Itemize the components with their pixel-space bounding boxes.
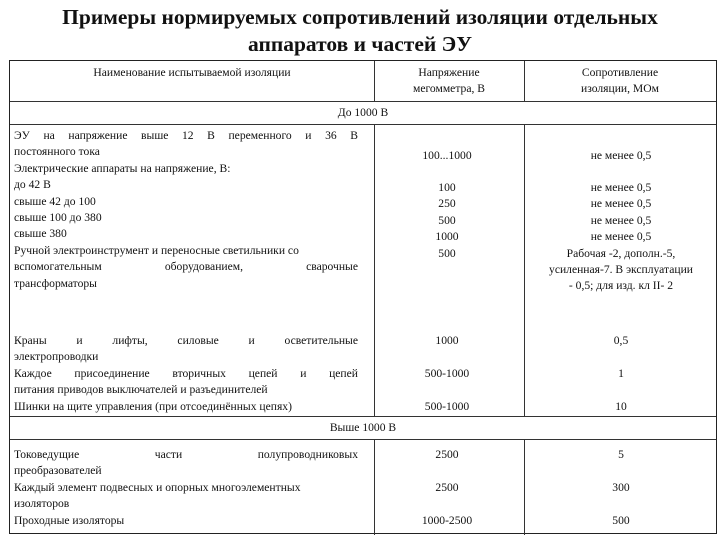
name-line: Проходные изоляторы (14, 513, 125, 527)
row-divider (10, 439, 716, 440)
col-divider (524, 124, 525, 416)
name-line: свыше 380 (14, 227, 67, 241)
voltage-value: 1000 (435, 230, 459, 244)
row-divider (10, 124, 716, 125)
voltage-value: 100 (438, 181, 456, 194)
section-above-1000: Выше 1000 В (329, 421, 397, 434)
resistance-value: - 0,5; для изд. кл II- 2 (568, 279, 674, 293)
header-name: Наименование испытываемой изоляции (93, 66, 291, 79)
page-title (0, 4, 720, 58)
block3-name (14, 447, 358, 529)
col-divider (374, 439, 375, 535)
header-resistance-line-2: изоляции, МОм (581, 82, 659, 96)
block2-name (14, 333, 358, 415)
title-line-2: аппаратов и частей ЭУ (247, 32, 473, 56)
name-line: ЭУ на напряжение выше 12 В переменного и 36 В (14, 129, 358, 142)
name-line: до 42 В (14, 178, 51, 192)
block2-voltage: 500-1000 (424, 367, 470, 380)
resistance-value: не менее 0,5 (590, 213, 652, 227)
name-line: свыше 42 до 100 (14, 194, 96, 208)
block3-resistance: 5 (618, 448, 624, 461)
title-line-1: Примеры нормируемых сопротивлений изоляции отдельных (62, 5, 658, 29)
voltage-value: 250 (438, 197, 456, 211)
insulation-table (9, 60, 717, 534)
block2-resistance: 10 (615, 400, 627, 413)
name-line: постоянного тока (14, 145, 100, 159)
name-line: Каждый элемент подвесных и опорных многоэлементных (14, 480, 301, 494)
name-line: вспомогательным оборудованием, сварочные (14, 260, 358, 274)
block3-voltage: 2500 (435, 448, 459, 461)
block1-voltage: 100...1000 (422, 149, 472, 162)
block2-voltage: 500-1000 (424, 400, 470, 413)
col-divider (524, 61, 525, 101)
header-voltage-line-1: Напряжение (418, 66, 480, 79)
block3-resistance: 300 (612, 481, 630, 494)
resistance-value: не менее 0,5 (590, 230, 652, 244)
resistance-value: Рабочая -2, дополн.-5, (566, 246, 676, 260)
block2-resistance: 1 (618, 367, 624, 380)
header-resistance (528, 65, 712, 98)
col-divider (374, 124, 375, 416)
section-up-to-1000: До 1000 В (337, 106, 389, 119)
header-voltage (378, 65, 520, 98)
name-line: питания приводов выключателей и разъединителей (14, 383, 268, 397)
col-divider (524, 439, 525, 535)
name-line: изоляторов (14, 497, 70, 511)
block2-resistance: 0,5 (613, 334, 629, 347)
resistance-value: не менее 0,5 (590, 197, 652, 211)
col-divider (374, 61, 375, 101)
block1-resistance (532, 180, 710, 295)
block1-name (14, 128, 358, 292)
block3-voltage: 2500 (435, 481, 459, 494)
block1-resistance: не менее 0,5 (590, 149, 652, 162)
name-line: электропроводки (14, 350, 99, 364)
resistance-value: усиленная-7. В эксплуатации (549, 263, 693, 277)
name-line: Каждое присоединение вторичных цепей и цепей (14, 366, 358, 380)
name-line: Ручной электроинструмент и переносные светильники со (14, 243, 299, 257)
header-resistance-line-1: Сопротивление (581, 66, 659, 79)
row-divider (10, 416, 716, 417)
name-line: Краны и лифты, силовые и осветительные (14, 334, 358, 347)
name-line: Шинки на щите управления (при отсоединённых цепях) (14, 399, 292, 413)
block1-voltage (383, 180, 511, 262)
block3-voltage: 1000-2500 (421, 514, 473, 527)
header-voltage-line-2: мегомметра, В (412, 82, 486, 96)
name-line: трансформаторы (14, 276, 97, 290)
name-line: преобразователей (14, 464, 102, 478)
name-line: Токоведущие части полупроводниковых (14, 448, 358, 461)
block3-resistance: 500 (612, 514, 630, 527)
name-line: Электрические аппараты на напряжение, В: (14, 161, 231, 175)
voltage-value: 500 (438, 213, 456, 227)
row-divider (10, 101, 716, 102)
voltage-value: 500 (438, 246, 456, 260)
resistance-value: не менее 0,5 (590, 181, 652, 194)
name-line: свыше 100 до 380 (14, 211, 102, 225)
block2-voltage: 1000 (435, 334, 459, 347)
